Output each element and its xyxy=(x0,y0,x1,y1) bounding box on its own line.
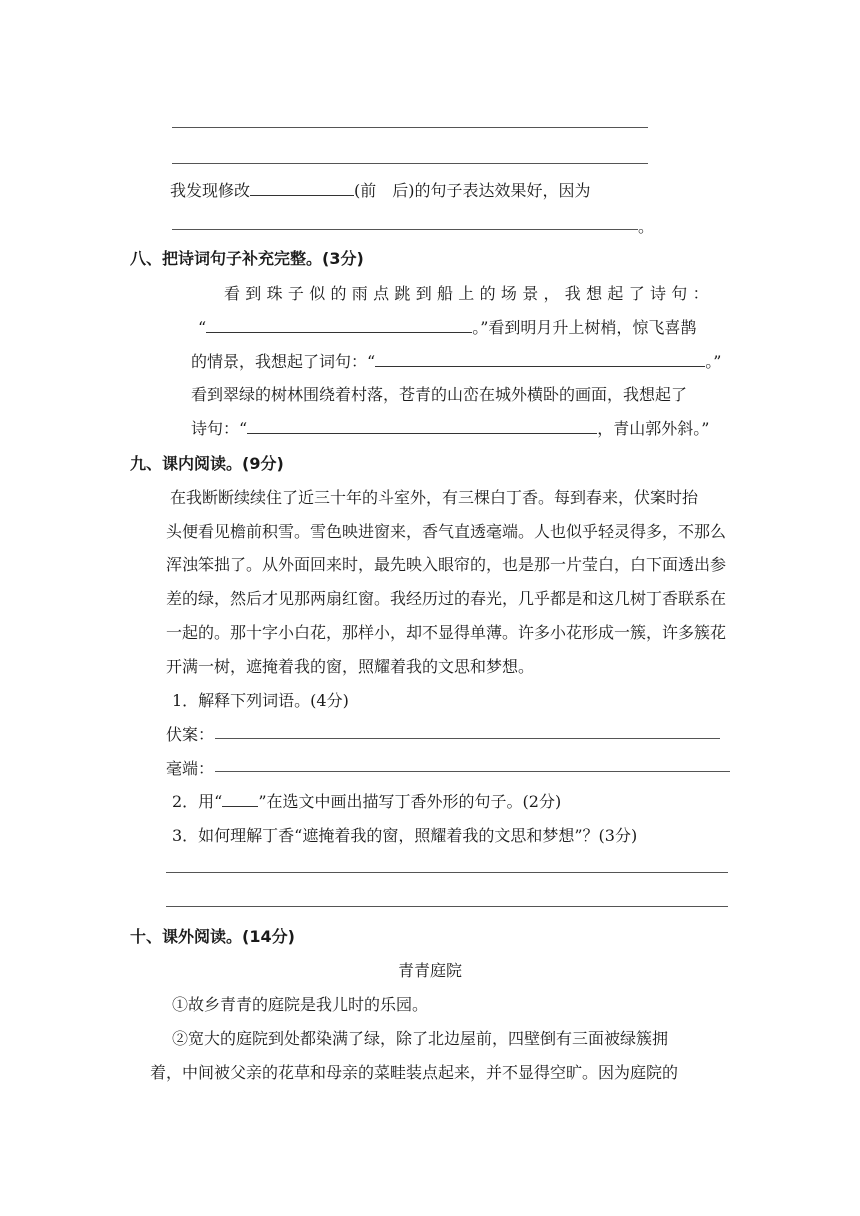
answer-line[interactable] xyxy=(166,872,728,873)
answer-line[interactable] xyxy=(172,127,648,128)
section-9-heading: 九、课内阅读。(9分) xyxy=(130,454,284,473)
question-2-suffix: ”在选文中画出描写丁香外形的句子。(2分) xyxy=(258,792,562,811)
fill-blank[interactable] xyxy=(247,419,597,434)
poem-line-3-text: 的情景，我想起了词句：“ xyxy=(191,352,376,371)
end-mark: 。 xyxy=(638,217,655,236)
discover-mid: (前 后)的句子表达效果好，因为 xyxy=(354,181,591,200)
question-2 xyxy=(172,789,561,812)
poem-line-3 xyxy=(191,349,721,372)
article-title: 青青庭院 xyxy=(398,961,463,980)
fill-blank[interactable] xyxy=(206,318,472,333)
question-1: 1．解释下列词语。(4分) xyxy=(172,691,349,710)
article-paragraph-1: ①故乡青青的庭院是我儿时的乐园。 xyxy=(172,995,429,1014)
close-quote: 。” xyxy=(705,352,722,371)
section-8-heading: 八、把诗词句子补充完整。(3分) xyxy=(130,249,364,268)
poem-line-5-text: 诗句：“ xyxy=(191,419,248,438)
passage-line: 开满一树，遮掩着我的窗，照耀着我的文思和梦想。 xyxy=(166,657,535,676)
fill-blank[interactable] xyxy=(250,181,354,196)
passage-line: 差的绿，然后才见那两扇红窗。我经历过的春光，几乎都是和这几树丁香联系在 xyxy=(166,589,727,608)
answer-line[interactable] xyxy=(215,771,730,772)
word-1-label: 伏案： xyxy=(166,725,215,744)
poem-line-5 xyxy=(191,416,709,439)
section-10-heading: 十、课外阅读。(14分) xyxy=(130,927,295,946)
passage-line: 在我断断续续住了近三十年的斗室外，有三棵白丁香。每到春来，伏案时抬 xyxy=(170,488,699,507)
answer-line[interactable] xyxy=(172,163,648,164)
word-2-label: 毫端： xyxy=(166,759,215,778)
poem-line-5-suffix: ，青山郭外斜。” xyxy=(597,419,710,438)
question-2-text: 2．用“ xyxy=(172,792,223,811)
passage-line: 头便看见檐前积雪。雪色映进窗来，香气直透毫端。人也似乎轻灵得多，不那么 xyxy=(166,522,727,541)
poem-line-2-text: 。”看到明月升上树梢，惊飞喜鹊 xyxy=(472,318,697,337)
poem-line-2 xyxy=(198,315,696,338)
discover-prefix: 我发现修改 xyxy=(170,181,251,200)
question-3: 3．如何理解丁香“遮掩着我的窗，照耀着我的文思和梦想”？(3分) xyxy=(172,826,638,845)
article-paragraph-2-cont: 着，中间被父亲的花草和母亲的菜畦装点起来，并不显得空旷。因为庭院的 xyxy=(150,1063,679,1082)
poem-line-4: 看到翠绿的树林围绕着村落，苍青的山峦在城外横卧的画面，我想起了 xyxy=(191,385,688,404)
answer-line[interactable] xyxy=(172,229,638,230)
fill-blank[interactable] xyxy=(375,352,705,367)
answer-line[interactable] xyxy=(215,738,720,739)
passage-line: 浑浊笨拙了。从外面回来时，最先映入眼帘的，也是那一片莹白，白下面透出参 xyxy=(166,555,727,574)
poem-line-1: 看到珠子似的雨点跳到船上的场景，我想起了诗句： xyxy=(224,284,714,303)
answer-line[interactable] xyxy=(166,906,728,907)
discover-sentence xyxy=(170,178,591,201)
mark-symbol xyxy=(222,792,258,807)
open-quote: “ xyxy=(198,318,207,337)
article-paragraph-2: ②宽大的庭院到处都染满了绿，除了北边屋前，四壁倒有三面被绿簇拥 xyxy=(172,1029,669,1048)
passage-line: 一起的。那十字小白花，那样小，却不显得单薄。许多小花形成一簇，许多簇花 xyxy=(166,623,727,642)
